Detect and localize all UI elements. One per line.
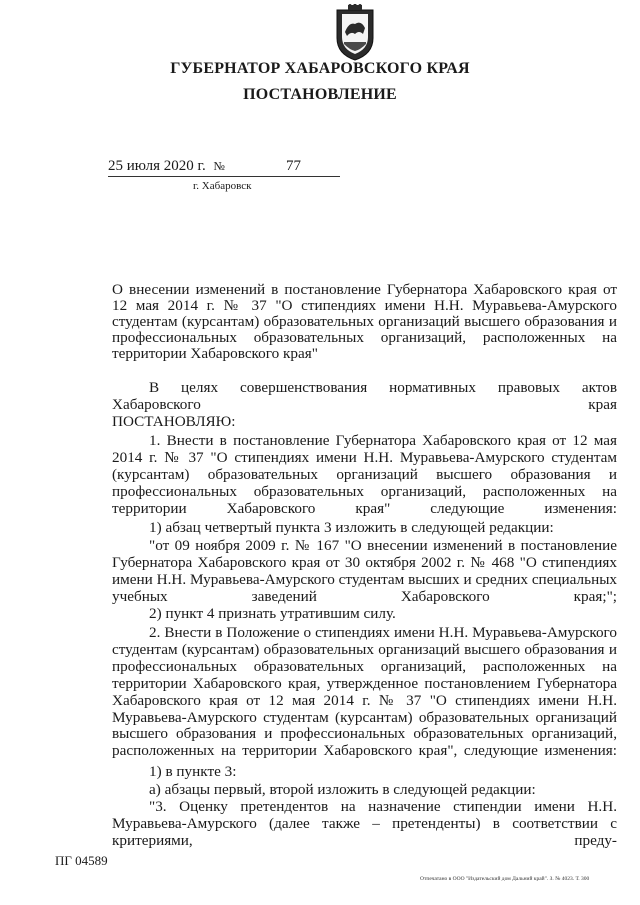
city-label: г. Хабаровск [193,180,252,192]
item-2: 2. Внести в Положение о стипендиях имени Н.Н. Муравьева-Амурского студентам (курсантам) образовательных организаций высшего образования и профессиональных образовательных организаций, расположенных на территории Хабаровского края, утвержденное постановлением Губернатора Хабаровского края от 12 мая 2014 г. № 37 "О стипендиях имени Н.Н. Муравьева-Амурского студентам (курсантам) образовательных организаций высшего образования и профессиональных образовательных организаций, расположенных на территории Хабаровского края", следующие изменения: [112,624,617,760]
item-2-sub-1: 1) в пункте 3: [149,763,237,780]
resolve-heading: ПОСТАНОВЛЯЮ: [112,413,236,430]
number-sign: № [213,159,225,173]
preamble: В целях совершенствования нормативных правовых актов Хабаровского края [112,379,617,413]
date-underline [108,176,340,177]
date-and-number [108,158,225,175]
document-type: ПОСТАНОВЛЕНИЕ [243,86,397,103]
item-1-sub-1-quote: "от 09 ноября 2009 г. № 167 "О внесении изменений в постановление Губернатора Хабаровского края от 30 октября 2002 г. № 468 "О стипендиях имени Н.Н. Муравьева-Амурского студентам высших и средних специальных учебных заведений Хабаровского края;"; [112,537,617,605]
document-date: 25 июля 2020 г. [108,158,206,174]
document-number: 77 [286,158,301,174]
item-1-sub-2: 2) пункт 4 признать утратившим силу. [149,605,396,622]
document-subject: О внесении изменений в постановление Губернатора Хабаровского края от 12 мая 2014 г. № 37 "О стипендиях имени Н.Н. Муравьева-Амурского студентам (курсантам) образовательных организаций высшего образования и профессиональных образовательных организаций, расположенных на территории Хабаровского края" [112,281,617,362]
issuer-title: ГУБЕРНАТОР ХАБАРОВСКОГО КРАЯ [170,60,470,77]
item-2-quote: "3. Оценку претендентов на назначение стипендии имени Н.Н. Муравьева-Амурского (далее также – претенденты) в соответствии с критериями, преду- [112,798,617,849]
document-code: ПГ 04589 [55,853,108,868]
imprint-note: Отпечатано в ООО "Издательский дом Дальний край". З. № 4023. Т. 300 [420,876,590,882]
coat-of-arms-icon [333,4,377,62]
item-2-sub-1-a: а) абзацы первый, второй изложить в следующей редакции: [149,781,536,798]
item-1: 1. Внести в постановление Губернатора Хабаровского края от 12 мая 2014 г. № 37 "О стипендиях имени Н.Н. Муравьева-Амурского студентам (курсантам) образовательных организаций высшего образования и профессиональных образовательных организаций, расположенных на территории Хабаровского края" следующие изменения: [112,432,617,517]
item-1-sub-1: 1) абзац четвертый пункта 3 изложить в следующей редакции: [149,519,554,536]
